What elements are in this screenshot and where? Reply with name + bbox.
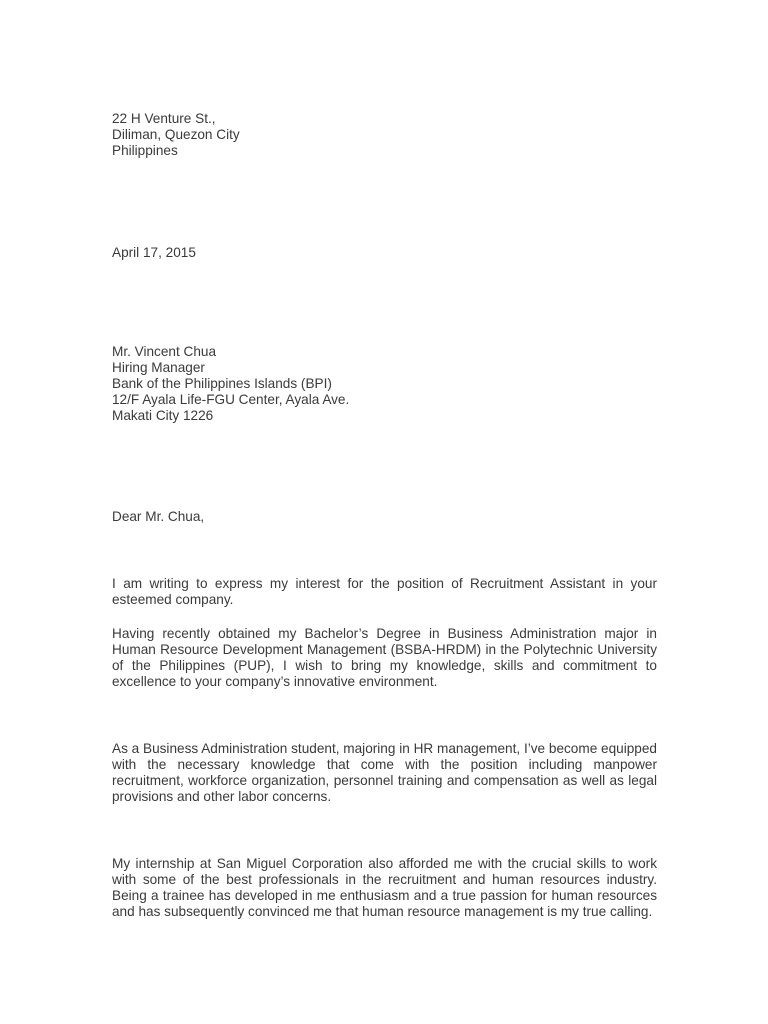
- recipient-address-line: Makati City 1226: [112, 408, 214, 423]
- sender-address-line: Philippines: [112, 143, 178, 158]
- recipient-company: Bank of the Philippines Islands (BPI): [112, 376, 332, 391]
- body-paragraph-3: As a Business Administration student, majoring in HR management, I’ve become equipped with the necessary knowledge that come with the position including manpower recruitment, workforce organization, personnel training and compensation as well as legal provisions and other labor concerns.: [112, 741, 657, 804]
- salutation-text: Dear Mr. Chua,: [112, 509, 205, 524]
- recipient-block: [112, 344, 657, 424]
- body-paragraph-2: Having recently obtained my Bachelor’s Degree in Business Administration major in Human Resource Development Management (BSBA-HRDM) in the Polytechnic University of the Philippines (PUP), I wish to bring my knowledge, skills and commitment to excellence to your company’s innovative environment.: [112, 626, 657, 689]
- letter-date: [112, 245, 657, 261]
- salutation: [112, 509, 657, 525]
- body-paragraph-4: My internship at San Miguel Corporation also afforded me with the crucial skills to work with some of the best professionals in the recruitment and human resources industry. Being a trainee has developed in me enthusiasm and a true passion for human resources and has subsequently convinced me that human resource management is my true calling.: [112, 856, 657, 919]
- recipient-address-line: 12/F Ayala Life-FGU Center, Ayala Ave.: [112, 392, 350, 407]
- sender-address-line: 22 H Venture St.,: [112, 111, 216, 126]
- recipient-title: Hiring Manager: [112, 360, 205, 375]
- body-paragraph-1: I am writing to express my interest for the position of Recruitment Assistant in your esteemed company.: [112, 576, 657, 607]
- recipient-name: Mr. Vincent Chua: [112, 344, 217, 359]
- sender-address: [112, 111, 657, 159]
- sender-address-line: Diliman, Quezon City: [112, 127, 240, 142]
- date-text: April 17, 2015: [112, 245, 196, 260]
